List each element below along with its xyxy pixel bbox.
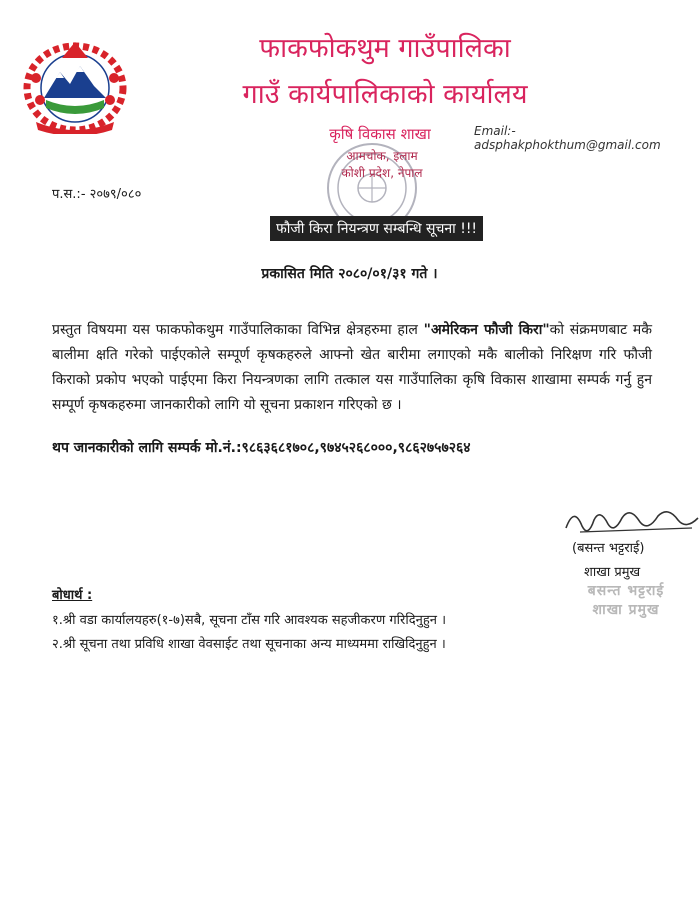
- publish-date: प्रकासित मिति २०८०/०१/३१ गते ।: [261, 266, 438, 282]
- body-text-start: प्रस्तुत विषयमा यस फाकफोकथुम गाउँपालिकाका विभिन्न क्षेत्रहरुमा हाल: [52, 322, 424, 338]
- signatory-stamp: [566, 582, 686, 620]
- body-text-end: को संक्रमणबाट मकै बालीमा क्षति गरेको पाईएकोले सम्पूर्ण कृषकहरुले आफ्नो खेत बारीमा लगाएको मकै बालीको निरिक्षण गरि फौजी किराको प्रकोप भएको पाईएमा किरा नियन्त्रणका लागि तत्काल यस गाउँपालिका कृषि विकास शाखामा सम्पर्क गर्नु हुन सम्पूर्ण कृषकहरुमा जानकारीको लागि यो सूचना प्रकाशन गरिएको छ ।: [52, 322, 652, 413]
- org-subtitle: गाउँ कार्यपालिकाको कार्यालय: [242, 79, 528, 110]
- stamp-title: शाखा प्रमुख: [592, 602, 660, 618]
- cc-item: १.श्री वडा कार्यालयहरु(१-७)सबै, सूचना टाँस गरि आवश्यक सहजीकरण गरिदिनुहुन ।: [52, 613, 447, 628]
- reference-number: प.स.:- २०७९/०८०: [52, 187, 142, 202]
- notice-title: फौजी किरा नियन्त्रण सम्बन्धि सूचना !!!: [270, 216, 483, 241]
- stamp-name: बसन्त भट्टराई: [587, 583, 665, 599]
- contact-numbers: थप जानकारीको लागि सम्पर्क मो.नं.:९८६३६८१७०८,९७४५२६८०००,९८६२७५७२६४: [52, 440, 471, 456]
- signatory-name: (बसन्त भट्टराई): [572, 541, 645, 556]
- branch-name: कृषि विकास शाखा: [329, 125, 431, 143]
- nepal-emblem-icon: [22, 38, 128, 134]
- address-line-1: आमचोक, इलाम: [346, 149, 418, 163]
- body-highlight: "अमेरिकन फौजी किरा": [423, 322, 550, 338]
- org-title: फाकफोकथुम गाउँपालिका: [259, 33, 511, 64]
- cc-item: २.श्री सूचना तथा प्रविधि शाखा वेवसाईट तथा सूचनाका अन्य माध्यममा राखिदिनुहुन ।: [52, 637, 446, 652]
- signatory-title: शाखा प्रमुख: [584, 565, 641, 580]
- email-address: Email:-adsphakphokthum@gmail.com: [474, 124, 661, 152]
- address-line-2: कोशी प्रदेश, नेपाल: [341, 166, 423, 180]
- cc-heading: बोधार्थ :: [52, 588, 93, 603]
- notice-body: [52, 318, 652, 418]
